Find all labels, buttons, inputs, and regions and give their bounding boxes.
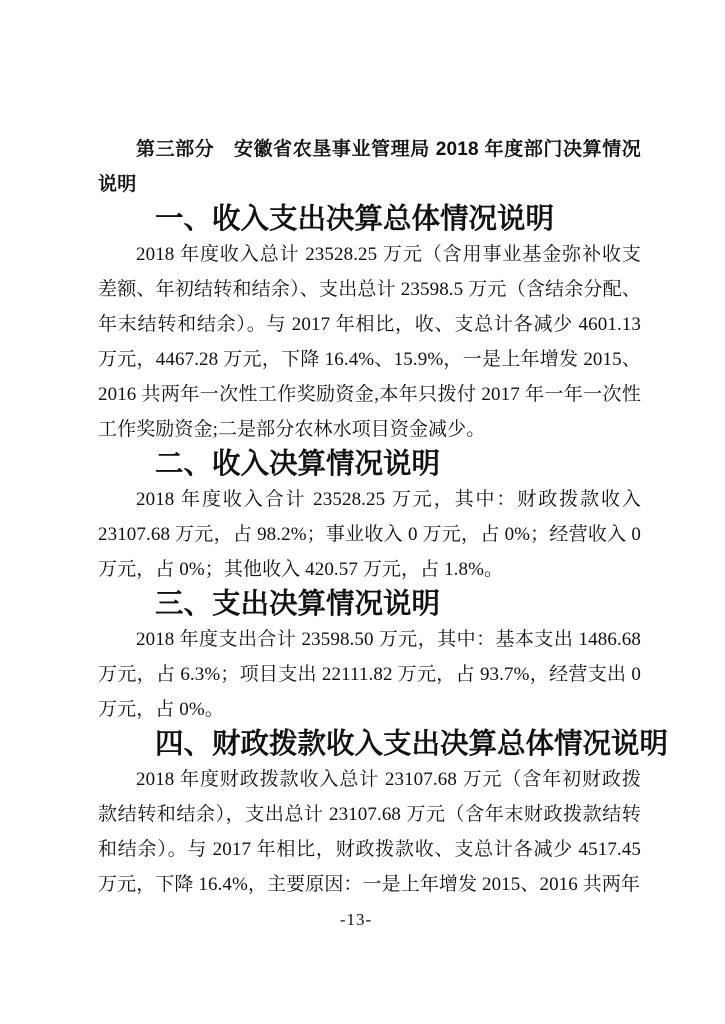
section-1-paragraph: 2018 年度收入总计 23528.25 万元（含用事业基金弥补收支差额、年初结转和结余）、支出总计 23598.5 万元（含结余分配、年末结转和结余）。与 2017 年相比，收、支总计各减少 4601.13 万元，4467.28 万元，下降 16.4%、15.9%，一是上年增发 2015、2016 共两年一次性工作奖励资金,本年只拨付 2017 年一年一次性工作奖励资金;二是部分农林水项目资金减少。 [98,244,641,440]
section-4-paragraph: 2018 年度财政拨款收入总计 23107.68 万元（含年初财政拨款结转和结余），支出总计 23107.68 万元（含年末财政拨款结转和结余）。与 2017 年相比，财政拨款收、支总计各减少 4517.45 万元，下降 16.4%，主要原因：一是上年增发 2015、2016 共两年 [98,769,641,895]
section-heading-3: 三、支出决算情况说明 [155,588,441,620]
document-title: 第三部分 安徽省农垦事业管理局 2018 年度部门决算情况说明 [98,139,641,195]
section-heading-2: 二、收入决算情况说明 [155,448,441,480]
document-content [98,132,669,937]
section-heading-4: 四、财政拨款收入支出决算总体情况说明 [155,728,669,760]
page-number: -13- [339,910,373,929]
section-2-paragraph: 2018 年度收入合计 23528.25 万元，其中：财政拨款收入 23107.68 万元，占 98.2%；事业收入 0 万元，占 0%；经营收入 0 万元，占 0%；其他收入 420.57 万元，占 1.8%。 [98,489,641,580]
section-heading-1: 一、收入支出决算总体情况说明 [155,203,555,235]
section-3-paragraph: 2018 年度支出合计 23598.50 万元，其中：基本支出 1486.68 万元，占 6.3%；项目支出 22111.82 万元，占 93.7%，经营支出 0 万元，占 0%。 [98,629,641,720]
